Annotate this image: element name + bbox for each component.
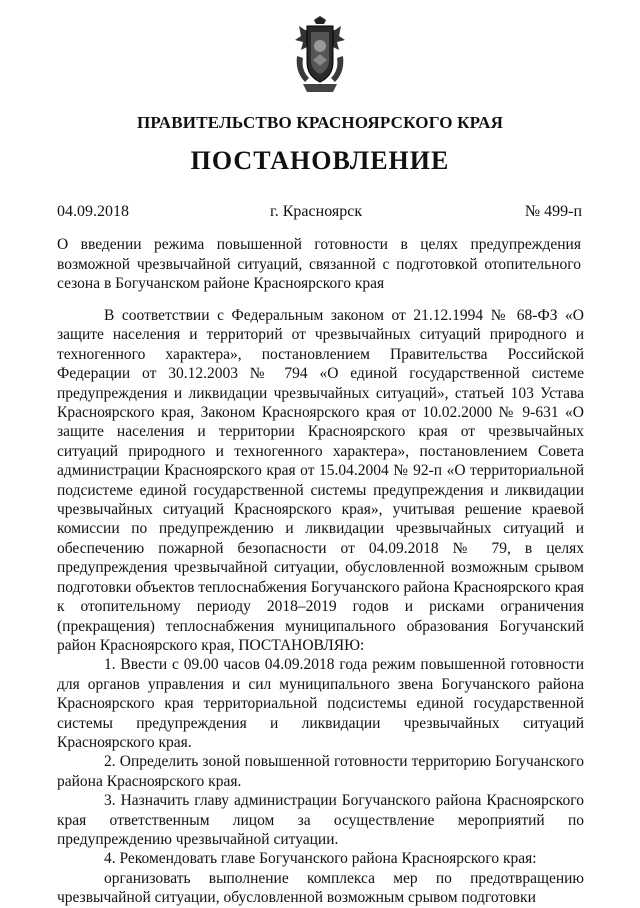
document-date: 04.09.2018 <box>57 203 129 220</box>
document-city: г. Красноярск <box>270 203 363 220</box>
document-type-title: ПОСТАНОВЛЕНИЕ <box>190 146 450 175</box>
document-number: № 499-п <box>524 203 582 220</box>
coat-of-arms-icon <box>291 16 349 96</box>
clause-1: 1. Ввести с 09.00 часов 04.09.2018 года режим повышенной готовности для органов управления и сил муниципального звена Богучанского района Красноярского края территориальной подсистемы единой государственной системы предупреждения и ликвидации чрезвычайных ситуаций Красноярского края. <box>57 656 584 751</box>
issuing-authority: ПРАВИТЕЛЬСТВО КРАСНОЯРСКОГО КРАЯ <box>136 113 504 132</box>
clause-4-item: организовать выполнение комплекса мер по предотвращению чрезвычайной ситуации, обусловленной возможным срывом подготовки <box>57 869 584 907</box>
document-body <box>57 306 584 908</box>
clause-2: 2. Определить зоной повышенной готовности территорию Богучанского района Красноярского края. <box>57 753 584 790</box>
clause-3: 3. Назначить главу администрации Богучанского района Красноярского края ответственным лицом за осуществление мероприятий по предупреждению чрезвычайной ситуации. <box>57 792 584 848</box>
clause-4: 4. Рекомендовать главе Богучанского района Красноярского края: <box>104 850 537 868</box>
preamble-paragraph: В соответствии с Федеральным законом от 21.12.1994 № 68-ФЗ «О защите населения и территорий от чрезвычайных ситуаций природного и техногенного характера», постановлением Правительства Российской Федерации от 30.12.2003 № 794 «О единой государственной системе предупреждения и ликвидации чрезвычайных ситуаций», статьей 103 Устава Красноярского края, Законом Красноярского края от 10.02.2000 № 9-631 «О защите населения и территории Красноярского края от чрезвычайных ситуаций природного и техногенного характера», постановлением Совета администрации Красноярского края от 15.04.2004 № 92-п «О территориальной подсистеме единой государственной системы предупреждения и ликвидации чрезвычайных ситуаций Красноярского края», учитывая решение краевой комиссии по предупреждению и ликвидации чрезвычайных ситуаций и обеспечению пожарной безопасности от 04.09.2018 № 79, в целях предупреждения чрезвычайной ситуации, обусловленной возможным срывом подготовки объектов теплоснабжения Богучанского района Красноярского края к отопительному периоду 2018–2019 годов и рисками ограничения (прекращения) теплоснабжения муниципального образования Богучанский район Красноярского края, ПОСТАНОВЛЯЮ: <box>57 307 584 654</box>
document-subject: О введении режима повышенной готовности в целях предупреждения возможной чрезвычайной ситуаций, связанной с подготовкой отопительного сезона в Богучанском районе Красноярского края <box>57 236 581 292</box>
